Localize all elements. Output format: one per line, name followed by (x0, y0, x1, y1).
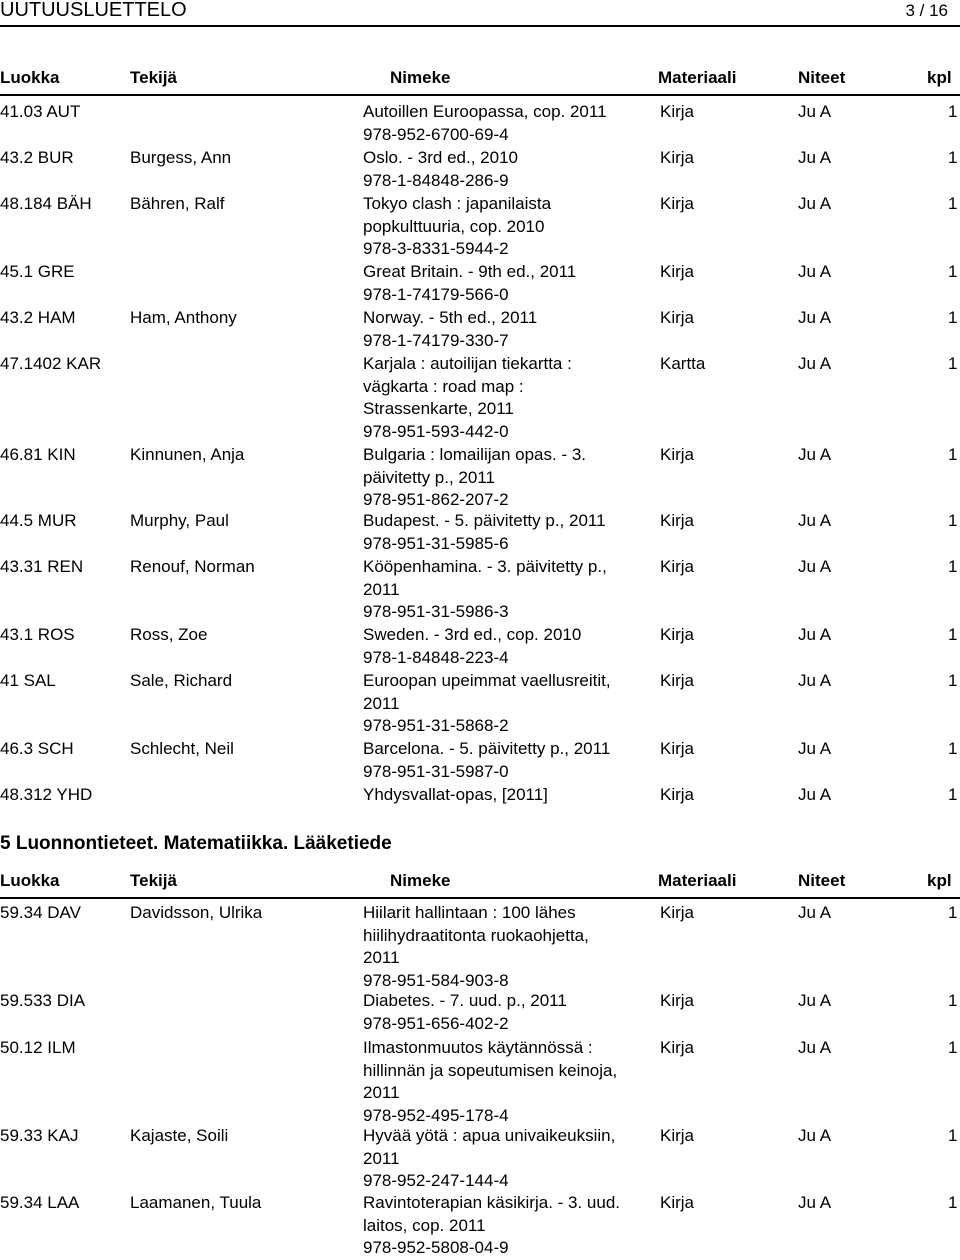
entry-nimeke (363, 990, 648, 1035)
entry-nimeke-line: 978-951-31-5868-2 (363, 716, 509, 735)
entry-nimeke-line: 978-952-247-144-4 (363, 1171, 509, 1190)
entry-nimeke (363, 193, 648, 261)
entry-kpl: 1 (948, 262, 958, 281)
entry-tekija: Kajaste, Soili (130, 1126, 229, 1145)
col-materiaali: Materiaali (658, 68, 737, 87)
entry-nimeke-line: 978-951-862-207-2 (363, 490, 509, 509)
entry-materiaali: Kirja (660, 903, 695, 922)
entry-nimeke (363, 510, 648, 555)
entry-materiaali: Kirja (660, 148, 695, 167)
entry-materiaali: Kirja (660, 511, 695, 530)
entry-nimeke (363, 353, 648, 443)
column-header-rule-2 (0, 897, 960, 899)
entry-nimeke-line: 978-1-74179-330-7 (363, 330, 509, 350)
entry-nimeke (363, 624, 648, 669)
section-title: 5 Luonnontieteet. Matematiikka. Lääketiede (0, 833, 392, 854)
entry-nimeke-line: Euroopan upeimmat vaellusreitit, (363, 671, 611, 690)
entry-luokka: 59.34 LAA (0, 1193, 80, 1212)
entry-kpl: 1 (948, 354, 958, 373)
entry-materiaali: Kirja (660, 1038, 695, 1057)
entry-nimeke-line: Strassenkarte, 2011 (363, 399, 514, 418)
entry-nimeke-line: Sweden. - 3rd ed., cop. 2010 (363, 625, 582, 644)
entry-nimeke-line: 2011 (363, 1148, 400, 1168)
entry-nimeke (363, 1125, 648, 1193)
entry-niteet: Ju A (798, 308, 832, 327)
entry-tekija: Bähren, Ralf (130, 194, 225, 213)
entry-tekija: Laamanen, Tuula (130, 1193, 262, 1212)
entry-niteet: Ju A (798, 194, 832, 213)
entry-nimeke-line: Ravintoterapian käsikirja. - 3. uud. (363, 1193, 621, 1212)
entry-materiaali: Kirja (660, 1193, 695, 1212)
entry-nimeke (363, 147, 648, 192)
col-niteet: Niteet (798, 68, 846, 87)
col-niteet: Niteet (798, 871, 846, 890)
entry-nimeke-line: Tokyo clash : japanilaista (363, 194, 552, 213)
entry-luokka: 41 SAL (0, 671, 56, 690)
entry-kpl: 1 (948, 625, 958, 644)
entry-niteet: Ju A (798, 785, 832, 804)
entry-tekija: Murphy, Paul (130, 511, 229, 530)
entry-nimeke-line: Budapest. - 5. päivitetty p., 2011 (363, 511, 606, 530)
entry-niteet: Ju A (798, 625, 832, 644)
entry-nimeke-line: Hiilarit hallintaan : 100 lähes (363, 903, 576, 922)
entry-materiaali: Kirja (660, 785, 695, 804)
entry-nimeke-line: 978-951-31-5987-0 (363, 761, 509, 781)
entry-materiaali: Kirja (660, 739, 695, 758)
entry-niteet: Ju A (798, 102, 832, 121)
entry-kpl: 1 (948, 511, 958, 530)
entry-nimeke-line: 2011 (363, 948, 400, 967)
entry-luokka: 43.1 ROS (0, 625, 75, 644)
entry-luokka: 48.312 YHD (0, 785, 93, 804)
entry-nimeke-line: Barcelona. - 5. päivitetty p., 2011 (363, 739, 611, 758)
entry-nimeke (363, 670, 648, 738)
entry-nimeke-line: Bulgaria : lomailijan opas. - 3. (363, 445, 587, 464)
entry-luokka: 41.03 AUT (0, 102, 81, 121)
entry-kpl: 1 (948, 557, 958, 576)
entry-nimeke (363, 1037, 648, 1127)
entry-nimeke (363, 556, 648, 624)
entry-luokka: 47.1402 KAR (0, 354, 102, 373)
entry-kpl: 1 (948, 194, 958, 213)
col-kpl: kpl (927, 871, 952, 890)
entry-niteet: Ju A (798, 1126, 832, 1145)
entry-kpl: 1 (948, 102, 958, 121)
entry-tekija: Sale, Richard (130, 671, 233, 690)
entry-nimeke-line: 978-1-84848-286-9 (363, 170, 509, 190)
entry-materiaali: Kirja (660, 262, 695, 281)
entry-nimeke-line: hillinnän ja sopeutumisen keinoja, (363, 1060, 618, 1080)
entry-nimeke (363, 101, 648, 146)
entry-kpl: 1 (948, 739, 958, 758)
entry-materiaali: Kirja (660, 194, 695, 213)
entry-nimeke-line: 978-1-74179-566-0 (363, 284, 509, 304)
entry-nimeke-line: vägkarta : road map : (363, 376, 524, 396)
entry-nimeke (363, 738, 648, 783)
entry-kpl: 1 (948, 148, 958, 167)
entry-nimeke (363, 902, 648, 992)
entry-kpl: 1 (948, 991, 958, 1010)
header-rule (0, 25, 960, 27)
entry-materiaali: Kirja (660, 671, 695, 690)
entry-nimeke (363, 1192, 648, 1260)
col-nimeke: Nimeke (390, 68, 451, 87)
entry-luokka: 48.184 BÄH (0, 194, 92, 213)
entry-kpl: 1 (948, 903, 958, 922)
entry-materiaali: Kartta (660, 354, 706, 373)
entry-nimeke-line: Kööpenhamina. - 3. päivitetty p., (363, 557, 607, 576)
col-materiaali: Materiaali (658, 871, 737, 890)
entry-materiaali: Kirja (660, 1126, 695, 1145)
entry-nimeke-line: Yhdysvallat-opas, [2011] (363, 785, 548, 804)
entry-materiaali: Kirja (660, 102, 695, 121)
entry-materiaali: Kirja (660, 445, 695, 464)
entry-luokka: 50.12 ILM (0, 1038, 76, 1057)
entry-nimeke-line: 2011 (363, 1083, 400, 1102)
entry-luokka: 43.31 REN (0, 557, 84, 576)
entry-materiaali: Kirja (660, 991, 695, 1010)
entry-kpl: 1 (948, 308, 958, 327)
entry-luokka: 59.533 DIA (0, 991, 86, 1010)
entry-niteet: Ju A (798, 739, 832, 758)
entry-niteet: Ju A (798, 511, 832, 530)
entry-luokka: 46.3 SCH (0, 739, 74, 758)
entry-nimeke-line: 978-951-584-903-8 (363, 970, 509, 990)
entry-nimeke-line: 978-951-31-5985-6 (363, 533, 509, 553)
entry-nimeke (363, 784, 648, 807)
entry-nimeke-line: 978-3-8331-5944-2 (363, 239, 509, 258)
entry-tekija: Schlecht, Neil (130, 739, 234, 758)
entry-nimeke-line: 978-1-84848-223-4 (363, 647, 509, 667)
entry-nimeke-line: Hyvää yötä : apua univaikeuksiin, (363, 1126, 616, 1145)
col-nimeke: Nimeke (390, 871, 451, 890)
entry-nimeke-line: hiilihydraatitonta ruokaohjetta, (363, 925, 589, 945)
entry-luokka: 46.81 KIN (0, 445, 76, 464)
entry-nimeke-line: Oslo. - 3rd ed., 2010 (363, 148, 518, 167)
entry-nimeke-line: Ilmastonmuutos käytännössä : (363, 1038, 593, 1057)
entry-nimeke (363, 307, 648, 352)
entry-nimeke-line: popkulttuuria, cop. 2010 (363, 216, 545, 236)
entry-tekija: Ross, Zoe (130, 625, 208, 644)
entry-nimeke-line: laitos, cop. 2011 (363, 1215, 486, 1235)
entry-materiaali: Kirja (660, 625, 695, 644)
entry-nimeke-line: päivitetty p., 2011 (363, 467, 495, 487)
column-headers (0, 68, 960, 88)
entry-nimeke (363, 444, 648, 512)
entry-niteet: Ju A (798, 1193, 832, 1212)
entry-luokka: 44.5 MUR (0, 511, 77, 530)
entry-tekija: Burgess, Ann (130, 148, 232, 167)
entry-niteet: Ju A (798, 262, 832, 281)
entry-tekija: Kinnunen, Anja (130, 445, 245, 464)
entry-kpl: 1 (948, 1126, 958, 1145)
entry-nimeke-line: Diabetes. - 7. uud. p., 2011 (363, 991, 567, 1010)
entry-luokka: 59.33 KAJ (0, 1126, 79, 1145)
entry-nimeke-line: 978-951-593-442-0 (363, 421, 509, 441)
page-header (0, 0, 960, 22)
entry-niteet: Ju A (798, 445, 832, 464)
entry-luokka: 45.1 GRE (0, 262, 75, 281)
entry-niteet: Ju A (798, 991, 832, 1010)
entry-nimeke (363, 261, 648, 306)
col-luokka: Luokka (0, 871, 60, 890)
entry-nimeke-line: 978-951-31-5986-3 (363, 602, 509, 621)
entry-tekija: Ham, Anthony (130, 308, 237, 327)
entry-niteet: Ju A (798, 557, 832, 576)
entry-kpl: 1 (948, 1193, 958, 1212)
entry-kpl: 1 (948, 671, 958, 690)
entry-nimeke-line: 978-952-5808-04-9 (363, 1238, 509, 1257)
entry-kpl: 1 (948, 1038, 958, 1057)
entry-nimeke-line: Karjala : autoilijan tiekartta : (363, 354, 572, 373)
col-tekija: Tekijä (130, 68, 177, 87)
entry-nimeke-line: Norway. - 5th ed., 2011 (363, 308, 538, 327)
entry-niteet: Ju A (798, 1038, 832, 1057)
entry-luokka: 59.34 DAV (0, 903, 81, 922)
entry-kpl: 1 (948, 445, 958, 464)
entry-kpl: 1 (948, 785, 958, 804)
entry-luokka: 43.2 HAM (0, 308, 76, 327)
entry-nimeke-line: 978-952-495-178-4 (363, 1105, 509, 1125)
document-title: UUTUUSLUETTELO (0, 0, 187, 21)
entry-materiaali: Kirja (660, 308, 695, 327)
col-tekija: Tekijä (130, 871, 177, 890)
column-header-rule (0, 94, 960, 96)
entry-nimeke-line: 2011 (363, 579, 400, 599)
entry-nimeke-line: Autoillen Euroopassa, cop. 2011 (363, 102, 607, 121)
entry-luokka: 43.2 BUR (0, 148, 74, 167)
col-kpl: kpl (927, 68, 952, 87)
entry-niteet: Ju A (798, 354, 832, 373)
column-headers-2 (0, 871, 960, 891)
col-luokka: Luokka (0, 68, 60, 87)
entry-niteet: Ju A (798, 903, 832, 922)
entry-materiaali: Kirja (660, 557, 695, 576)
entry-nimeke-line: Great Britain. - 9th ed., 2011 (363, 262, 577, 281)
entry-tekija: Renouf, Norman (130, 557, 255, 576)
entry-nimeke-line: 978-951-656-402-2 (363, 1013, 509, 1033)
entry-nimeke-line: 2011 (363, 693, 400, 713)
entry-niteet: Ju A (798, 671, 832, 690)
entry-niteet: Ju A (798, 148, 832, 167)
entry-nimeke-line: 978-952-6700-69-4 (363, 124, 509, 144)
page-number: 3 / 16 (905, 1, 948, 20)
entry-tekija: Davidsson, Ulrika (130, 903, 263, 922)
